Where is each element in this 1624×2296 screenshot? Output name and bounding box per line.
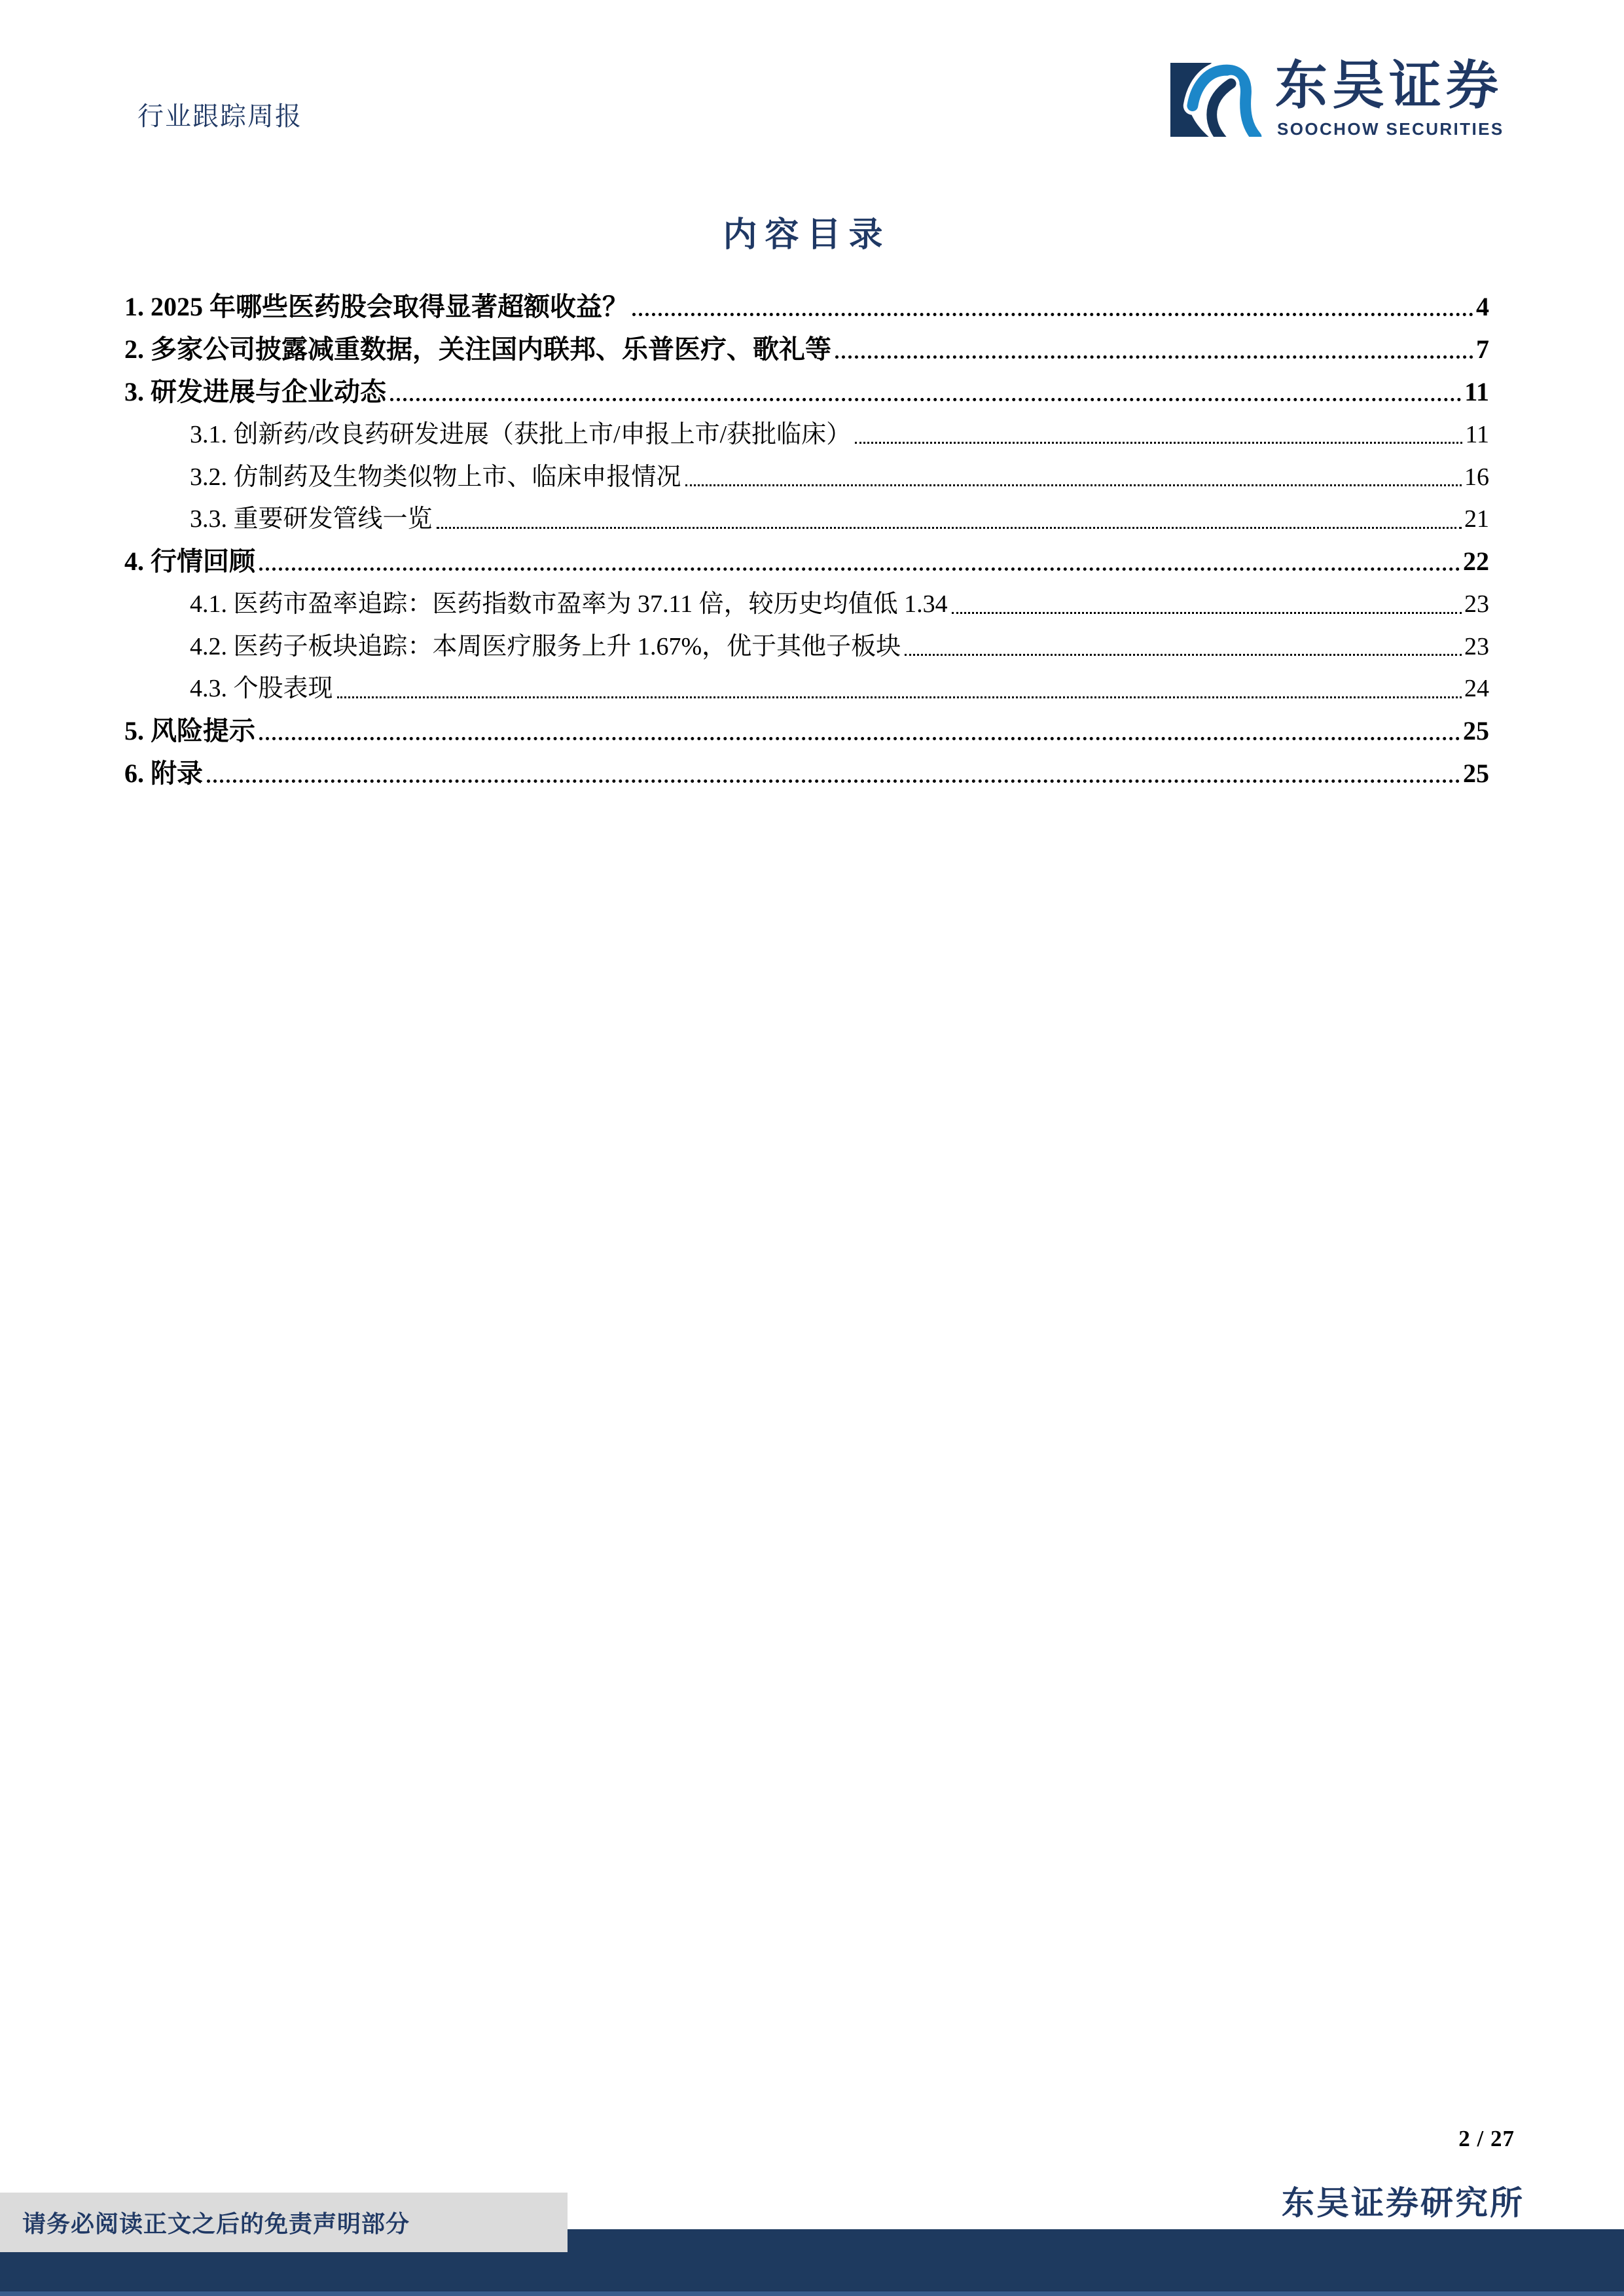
toc-leader-dots <box>685 484 1462 486</box>
toc-entry[interactable] <box>124 457 1489 492</box>
toc-entry[interactable] <box>124 500 1489 534</box>
toc-leader-dots <box>207 780 1460 783</box>
toc-entry[interactable] <box>124 543 1489 577</box>
toc-entry-page: 16 <box>1464 463 1489 491</box>
toc-entry[interactable] <box>124 585 1489 619</box>
toc-entry-page: 4 <box>1476 292 1489 321</box>
toc-entry-label: 5. 风险提示 <box>124 715 255 745</box>
toc-entry-label: 3.1. 创新药/改良药研发进展（获批上市/申报上市/获批临床） <box>190 420 852 448</box>
toc-leader-dots <box>905 654 1462 656</box>
toc-entry-page: 21 <box>1464 505 1489 533</box>
toc-leader-dots <box>259 567 1460 571</box>
brand-name-en: SOOCHOW SECURITIES <box>1277 119 1504 139</box>
toc-entry-label: 3. 研发进展与企业动态 <box>124 376 386 406</box>
toc-entry-label: 3.2. 仿制药及生物类似物上市、临床申报情况 <box>190 463 681 491</box>
toc-entry-page: 7 <box>1476 334 1489 364</box>
toc-leader-dots <box>632 313 1473 316</box>
disclaimer-bar <box>0 2193 568 2252</box>
toc-leader-dots <box>855 442 1462 444</box>
toc-entry-label: 4.2. 医药子板块追踪：本周医疗服务上升 1.67%，优于其他子板块 <box>190 632 901 660</box>
soochow-logo <box>1170 58 1527 140</box>
report-type-label: 行业跟踪周报 <box>137 101 302 131</box>
toc-entry[interactable] <box>124 373 1489 407</box>
toc-list <box>124 288 1489 797</box>
toc-entry-page: 23 <box>1464 632 1489 660</box>
toc-entry-page: 23 <box>1464 590 1489 618</box>
toc-entry-label: 1. 2025 年哪些医药股会取得显著超额收益？ <box>124 292 628 321</box>
toc-entry-page: 22 <box>1463 546 1489 576</box>
toc-entry[interactable] <box>124 288 1489 322</box>
toc-entry-page: 25 <box>1463 758 1489 788</box>
brand-name-cn: 东吴证券 <box>1275 58 1503 115</box>
toc-entry-label: 2. 多家公司披露减重数据，关注国内联邦、乐普医疗、歌礼等 <box>124 334 831 364</box>
toc-leader-dots <box>952 612 1462 614</box>
disclaimer-text: 请务必阅读正文之后的免责声明部分 <box>22 2211 410 2237</box>
toc-entry[interactable] <box>124 415 1489 449</box>
toc-entry-label: 4.3. 个股表现 <box>190 675 333 703</box>
toc-entry-label: 3.3. 重要研发管线一览 <box>190 505 433 533</box>
toc-entry[interactable] <box>124 712 1489 746</box>
research-institute-label: 东吴证券研究所 <box>1282 2185 1525 2221</box>
toc-entry-page: 11 <box>1465 420 1489 448</box>
toc-entry[interactable] <box>124 670 1489 704</box>
toc-entry-label: 4. 行情回顾 <box>124 546 255 576</box>
page-number-indicator: 2 / 27 <box>1458 2126 1515 2151</box>
soochow-logo-icon <box>1170 63 1262 137</box>
toc-leader-dots <box>259 737 1460 740</box>
toc-title: 内容目录 <box>723 217 891 254</box>
toc-entry-page: 24 <box>1464 675 1489 703</box>
toc-entry[interactable] <box>124 331 1489 365</box>
toc-entry-page: 25 <box>1463 715 1489 745</box>
toc-entry[interactable] <box>124 627 1489 661</box>
footer-band-edge <box>0 2291 1624 2296</box>
toc-entry[interactable] <box>124 755 1489 789</box>
toc-leader-dots <box>390 398 1462 401</box>
toc-entry-label: 6. 附录 <box>124 758 203 788</box>
toc-entry-page: 11 <box>1464 376 1489 406</box>
toc-leader-dots <box>437 527 1462 529</box>
toc-leader-dots <box>337 696 1462 698</box>
toc-leader-dots <box>835 355 1473 359</box>
toc-entry-label: 4.1. 医药市盈率追踪：医药指数市盈率为 37.11 倍，较历史均值低 1.34 <box>190 590 948 618</box>
